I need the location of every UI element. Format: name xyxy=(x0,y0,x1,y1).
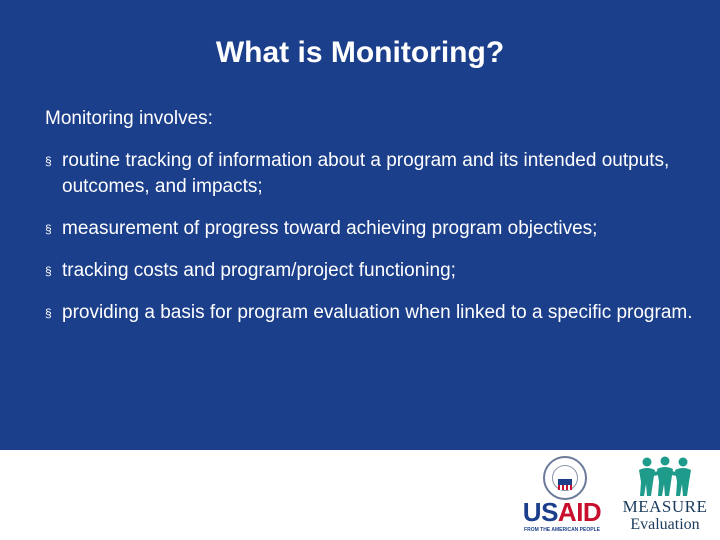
bullet-list xyxy=(45,148,695,342)
bullet-marker: § xyxy=(45,154,52,168)
intro-text: Monitoring involves: xyxy=(45,108,213,129)
bullet-marker: § xyxy=(45,306,52,320)
bullet-text: tracking costs and program/project functioning; xyxy=(62,260,456,281)
bullet-text: measurement of progress toward achieving program objectives; xyxy=(62,218,598,239)
usaid-logo xyxy=(512,456,612,536)
measure-wordmark: MEASURE xyxy=(622,497,708,516)
list-item xyxy=(45,216,695,242)
bullet-text: routine tracking of information about a program and its intended outputs, outcomes, and impacts; xyxy=(62,150,670,197)
usaid-wordmark xyxy=(512,497,612,527)
measure-people-icon xyxy=(633,456,697,498)
bullet-text: providing a basis for program evaluation when linked to a specific program. xyxy=(62,302,693,323)
list-item xyxy=(45,258,695,284)
usaid-tagline: FROM THE AMERICAN PEOPLE xyxy=(524,527,600,533)
bullet-marker: § xyxy=(45,264,52,278)
usaid-wordmark-us: US xyxy=(522,497,558,527)
logo-footer xyxy=(0,450,720,540)
bullet-marker: § xyxy=(45,222,52,236)
measure-evaluation-text: Evaluation xyxy=(630,516,700,533)
seal-inner-ring xyxy=(552,465,578,491)
list-item xyxy=(45,300,695,326)
measure-logo xyxy=(622,456,708,536)
seal-shield-stripes xyxy=(558,485,572,490)
usaid-seal-icon xyxy=(543,456,587,500)
list-item xyxy=(45,148,695,200)
slide-title: What is Monitoring? xyxy=(215,36,505,69)
usaid-wordmark-aid: AID xyxy=(557,497,602,527)
